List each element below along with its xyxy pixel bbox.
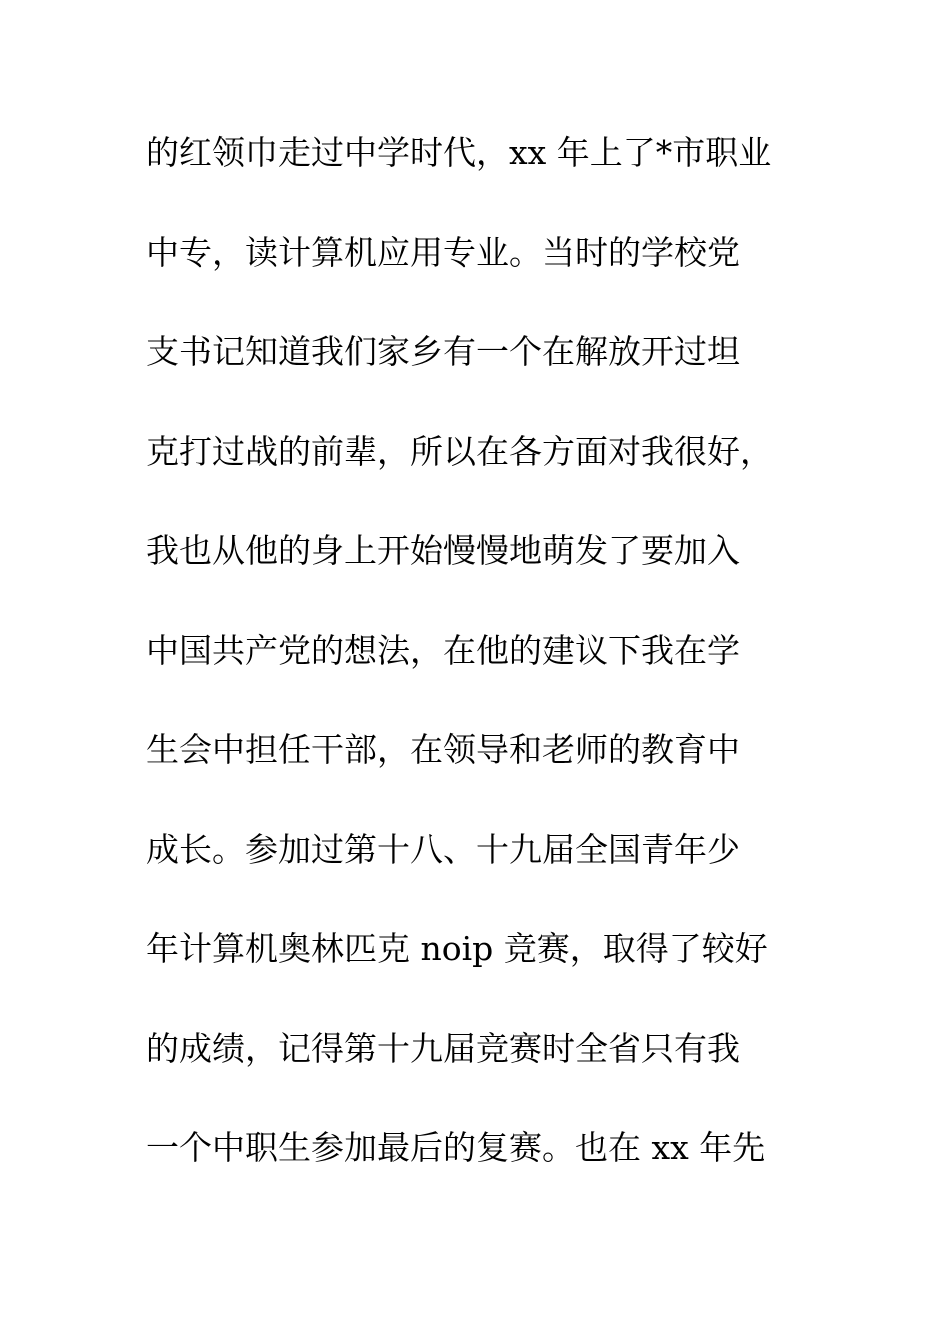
text-line: 的红领巾走过中学时代，xx 年上了*市职业 [146,133,772,172]
text-line: 中国共产党的想法，在他的建议下我在学 [146,630,740,670]
text-line: 一个中职生参加最后的复赛。也在 xx 年先 [146,1128,766,1167]
text-line: 支书记知道我们家乡有一个在解放开过坦 [146,332,740,371]
body-text [146,127,826,1222]
text-line: 年计算机奥林匹克 noip 竞赛，取得了较好 [146,929,768,968]
text-line: 中专，读计算机应用专业。当时的学校党 [146,232,740,272]
text-line: 我也从他的身上开始慢慢地萌发了要加入 [146,531,740,570]
text-line: 的成绩，记得第十九届竞赛时全省只有我 [146,1028,740,1068]
text-line: 克打过战的前辈，所以在各方面对我很好， [146,431,773,471]
text-line: 生会中担任干部，在领导和老师的教育中 [146,730,740,769]
text-line: 成长。参加过第十八、十九届全国青年少 [146,829,740,869]
